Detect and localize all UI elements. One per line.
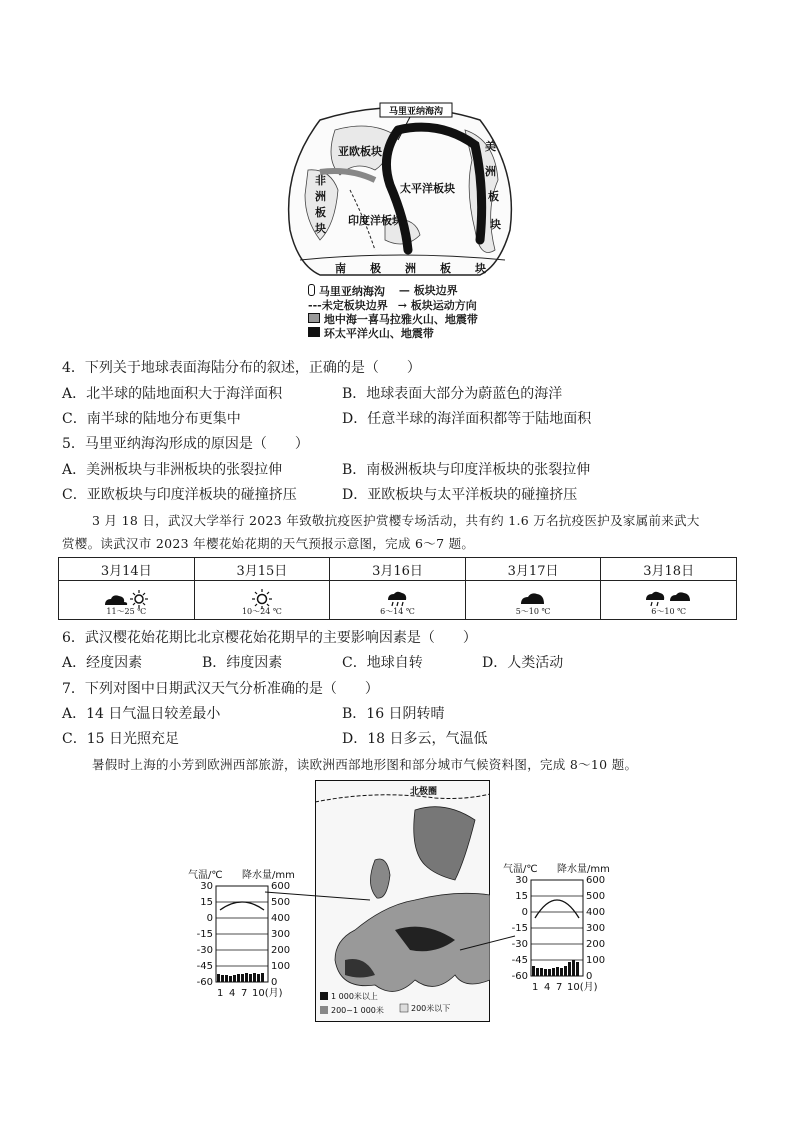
q5-option-a: A．美洲板块与非洲板块的张裂拉伸 [62, 462, 283, 478]
arrow-icon: → [397, 299, 407, 312]
precip-tick-1: 600 [271, 881, 291, 892]
q7-option-d: D．18 日多云，气温低 [342, 731, 488, 747]
q6-stem: 6．武汉樱花始花期比北京樱花始花期早的主要影响因素是（ ） [62, 630, 477, 646]
temp-axis-label: 气温/℃ [503, 864, 538, 875]
q6-option-a: A．经度因素 [62, 655, 143, 671]
plate-label-african-1: 非 [315, 174, 326, 187]
precip-bars [217, 973, 264, 982]
precip-tick-6: 100 [271, 961, 291, 972]
month-tick-2: 4 [544, 982, 551, 993]
intro-q6-7-line1: 3 月 18 日，武汉大学举行 2023 年致敬抗疫医护赏樱专场活动，共有约 1.6 万名抗疫医护及家属前来武大 [92, 513, 700, 528]
temp-tick-4: -15 [511, 923, 528, 934]
high-elev-swatch-icon [320, 992, 328, 1000]
temp-tick-7: -60 [511, 971, 528, 982]
precip-bars [532, 960, 579, 976]
temp-tick-2: 15 [200, 897, 213, 908]
forecast-date-5: 3月18日 [601, 558, 737, 581]
plate-label-african-4: 块 [315, 222, 326, 235]
temp-tick-6: -45 [511, 955, 528, 966]
boundary-line-icon: — [398, 284, 410, 297]
plate-label-indian: 印度洋板块 [348, 214, 403, 227]
precip-tick-3: 400 [586, 907, 606, 918]
q4-option-d: D．任意半球的海洋面积都等于陆地面积 [342, 411, 592, 427]
temp-tick-3: 0 [521, 907, 528, 918]
q4-stem: 4．下列关于地球表面海陆分布的叙述，正确的是（ ） [62, 360, 421, 376]
q4-option-b: B．地球表面大部分为蔚蓝色的海洋 [342, 386, 563, 402]
q7-option-c: C．15 日光照充足 [62, 731, 179, 747]
black-swatch-icon [308, 327, 320, 337]
q5-option-d: D．亚欧板块与太平洋板块的碰撞挤压 [342, 487, 578, 503]
weather-forecast-table [58, 557, 737, 620]
plate-label-antarctic-1: 南 [335, 262, 346, 275]
temp-axis-label: 气温/℃ [188, 870, 223, 881]
plate-label-african-2: 洲 [315, 190, 326, 203]
gridlines [531, 896, 583, 960]
month-tick-1: 1 [532, 982, 539, 993]
month-tick-3: 7 [241, 988, 248, 999]
forecast-cell-2 [194, 581, 330, 620]
q7-option-a: A．14 日气温日较差最小 [62, 706, 221, 722]
legend-uncertain: ---未定板块边界 [308, 299, 388, 312]
plate-label-antarctic-5: 块 [475, 262, 486, 275]
globe-legend [308, 284, 478, 341]
q6-option-b: B．纬度因素 [202, 655, 283, 671]
precip-axis-label: 降水量/mm [242, 870, 295, 881]
plate-label-eurasian: 亚欧板块 [338, 145, 382, 158]
plate-label-american-3: 板 [488, 190, 499, 203]
legend-motion: → 板块运动方向 [397, 299, 477, 312]
forecast-temp-4: 5～10 ℃ [515, 607, 551, 616]
q7-stem: 7．下列对图中日期武汉天气分析准确的是（ ） [62, 681, 379, 697]
mid-elev-swatch-icon [320, 1006, 328, 1014]
forecast-temp-3: 6～14 ℃ [380, 607, 415, 616]
legend-mid-elev: 200~1 000米 [331, 1006, 384, 1015]
legend-pacific-belt: 环太平洋火山、地震带 [308, 327, 478, 341]
precip-tick-1: 600 [586, 875, 606, 886]
precip-tick-5: 200 [271, 945, 291, 956]
plate-label-american-1: 美 [485, 140, 496, 153]
forecast-cell-1 [59, 581, 195, 620]
q7-option-b: B．16 日阴转晴 [342, 706, 445, 722]
legend-trench: 马里亚纳海沟 [308, 284, 385, 299]
forecast-temp-1: 11～25 ℃ [106, 607, 147, 616]
plate-label-antarctic-2: 极 [370, 262, 381, 275]
legend-low-elev: 200米以下 [411, 1004, 451, 1013]
q5-stem: 5．马里亚纳海沟形成的原因是（ ） [62, 436, 309, 452]
plate-label-pacific: 太平洋板块 [400, 182, 455, 195]
plate-label-american-2: 洲 [485, 165, 496, 178]
q5-option-c: C．亚欧板块与印度洋板块的碰撞挤压 [62, 487, 297, 503]
grey-swatch-icon [308, 313, 320, 323]
temp-tick-1: 30 [515, 875, 528, 886]
temp-tick-5: -30 [196, 945, 213, 956]
forecast-cell-3 [330, 581, 466, 620]
q4-option-c: C．南半球的陆地分布更集中 [62, 411, 241, 427]
temp-tick-5: -30 [511, 939, 528, 950]
forecast-temp-2: 10～24 ℃ [241, 607, 282, 616]
month-tick-4: 10(月) [567, 982, 598, 993]
precip-tick-3: 400 [271, 913, 291, 924]
month-tick-2: 4 [229, 988, 236, 999]
plate-label-antarctic-3: 洲 [405, 262, 416, 275]
forecast-date-3: 3月16日 [330, 558, 466, 581]
temp-curve [535, 900, 579, 918]
forecast-cell-4 [465, 581, 601, 620]
precip-tick-7: 0 [586, 971, 593, 982]
q6-option-c: C．地球自转 [342, 655, 423, 671]
forecast-cell-5 [601, 581, 737, 620]
temp-tick-2: 15 [515, 891, 528, 902]
callout-label: 马里亚纳海沟 [388, 107, 444, 117]
forecast-temp-5: 6～10 ℃ [651, 607, 687, 616]
temp-tick-7: -60 [196, 977, 213, 988]
precip-tick-2: 500 [586, 891, 606, 902]
temp-tick-4: -15 [196, 929, 213, 940]
intro-q8-10: 暑假时上海的小芳到欧洲西部旅游，读欧洲西部地形图和部分城市气候资料图，完成 8～10 题。 [92, 757, 638, 772]
plate-label-antarctic-4: 板 [440, 262, 451, 275]
month-tick-3: 7 [556, 982, 563, 993]
q6-option-d: D．人类活动 [482, 655, 564, 671]
forecast-date-4: 3月17日 [465, 558, 601, 581]
legend-med-belt: 地中海一喜马拉雅火山、地震带 [308, 313, 478, 327]
precip-tick-5: 200 [586, 939, 606, 950]
gridlines [216, 902, 268, 966]
month-tick-1: 1 [217, 988, 224, 999]
precip-tick-4: 300 [586, 923, 606, 934]
temp-tick-1: 30 [200, 881, 213, 892]
month-tick-4: 10(月) [252, 988, 283, 999]
precip-tick-7: 0 [271, 977, 278, 988]
climate-chart-right [495, 862, 625, 1002]
precip-tick-6: 100 [586, 955, 606, 966]
low-elev-swatch-icon [400, 1004, 408, 1012]
plate-label-american-4: 块 [490, 218, 501, 231]
legend-boundary: — 板块边界 [398, 284, 458, 297]
q4-option-a: A．北半球的陆地面积大于海洋面积 [62, 386, 283, 402]
intro-q6-7-line2: 赏樱。读武汉市 2023 年樱花始花期的天气预报示意图，完成 6～7 题。 [62, 536, 475, 551]
plate-label-african-3: 板 [315, 206, 326, 219]
forecast-date-2: 3月15日 [194, 558, 330, 581]
legend-high-elev: 1 000米以上 [331, 992, 378, 1001]
precip-tick-4: 300 [271, 929, 291, 940]
climate-chart-left [180, 868, 310, 1008]
forecast-date-1: 3月14日 [59, 558, 195, 581]
forecast-date-row [59, 558, 737, 581]
q5-option-b: B．南极洲板块与印度洋板块的张裂拉伸 [342, 462, 591, 478]
arctic-circle-label: 北极圈 [410, 787, 438, 797]
temp-tick-6: -45 [196, 961, 213, 972]
forecast-weather-row [59, 581, 737, 620]
trench-icon [308, 284, 315, 296]
temp-tick-3: 0 [206, 913, 213, 924]
precip-axis-label: 降水量/mm [557, 864, 610, 875]
dashed-line-icon: --- [308, 299, 322, 312]
temp-curve [220, 902, 264, 910]
precip-tick-2: 500 [271, 897, 291, 908]
